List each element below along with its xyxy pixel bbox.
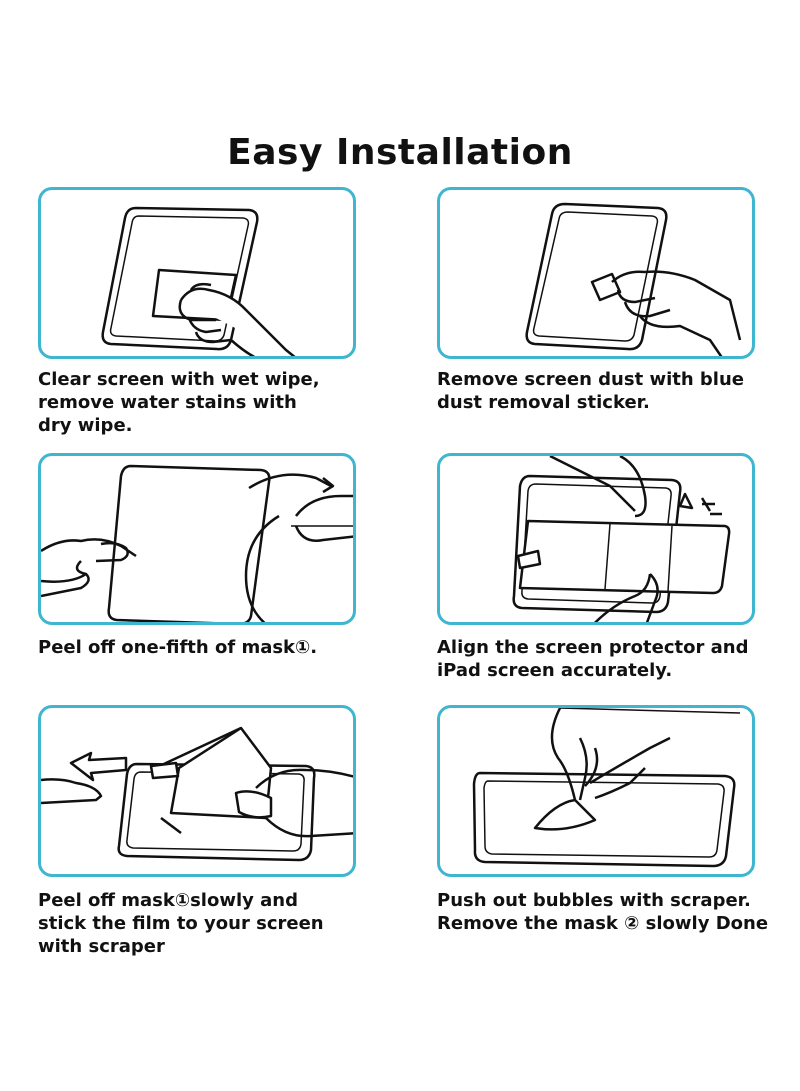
- step-4-caption: Align the screen protector and iPad screen accurately.: [437, 637, 749, 681]
- step-4-illustration-panel: [437, 453, 755, 625]
- step-1-caption: Clear screen with wet wipe, remove water stains with dry wipe.: [38, 369, 320, 436]
- push-bubbles-icon: [440, 708, 755, 877]
- step-3-caption: Peel off one-fifth of mask①.: [38, 637, 318, 658]
- peel-mask-icon: [41, 456, 356, 625]
- peel-and-scrape-icon: [41, 708, 356, 877]
- step-2-caption: Remove screen dust with blue dust removal sticker.: [437, 369, 745, 413]
- align-protector-icon: [440, 456, 755, 625]
- hand-wiping-tablet-icon: [41, 190, 356, 359]
- dust-sticker-icon: [440, 190, 755, 359]
- step-1-illustration-panel: [38, 187, 356, 359]
- step-6-illustration-panel: [437, 705, 755, 877]
- step-5-caption: Peel off mask①slowly and stick the film to your screen with scraper: [38, 890, 324, 957]
- step-3-illustration-panel: [38, 453, 356, 625]
- step-6-caption: Push out bubbles with scraper. Remove the mask ② slowly Done: [437, 890, 769, 934]
- page-title: Easy Installation: [227, 132, 573, 173]
- step-5-illustration-panel: [38, 705, 356, 877]
- step-2-illustration-panel: [437, 187, 755, 359]
